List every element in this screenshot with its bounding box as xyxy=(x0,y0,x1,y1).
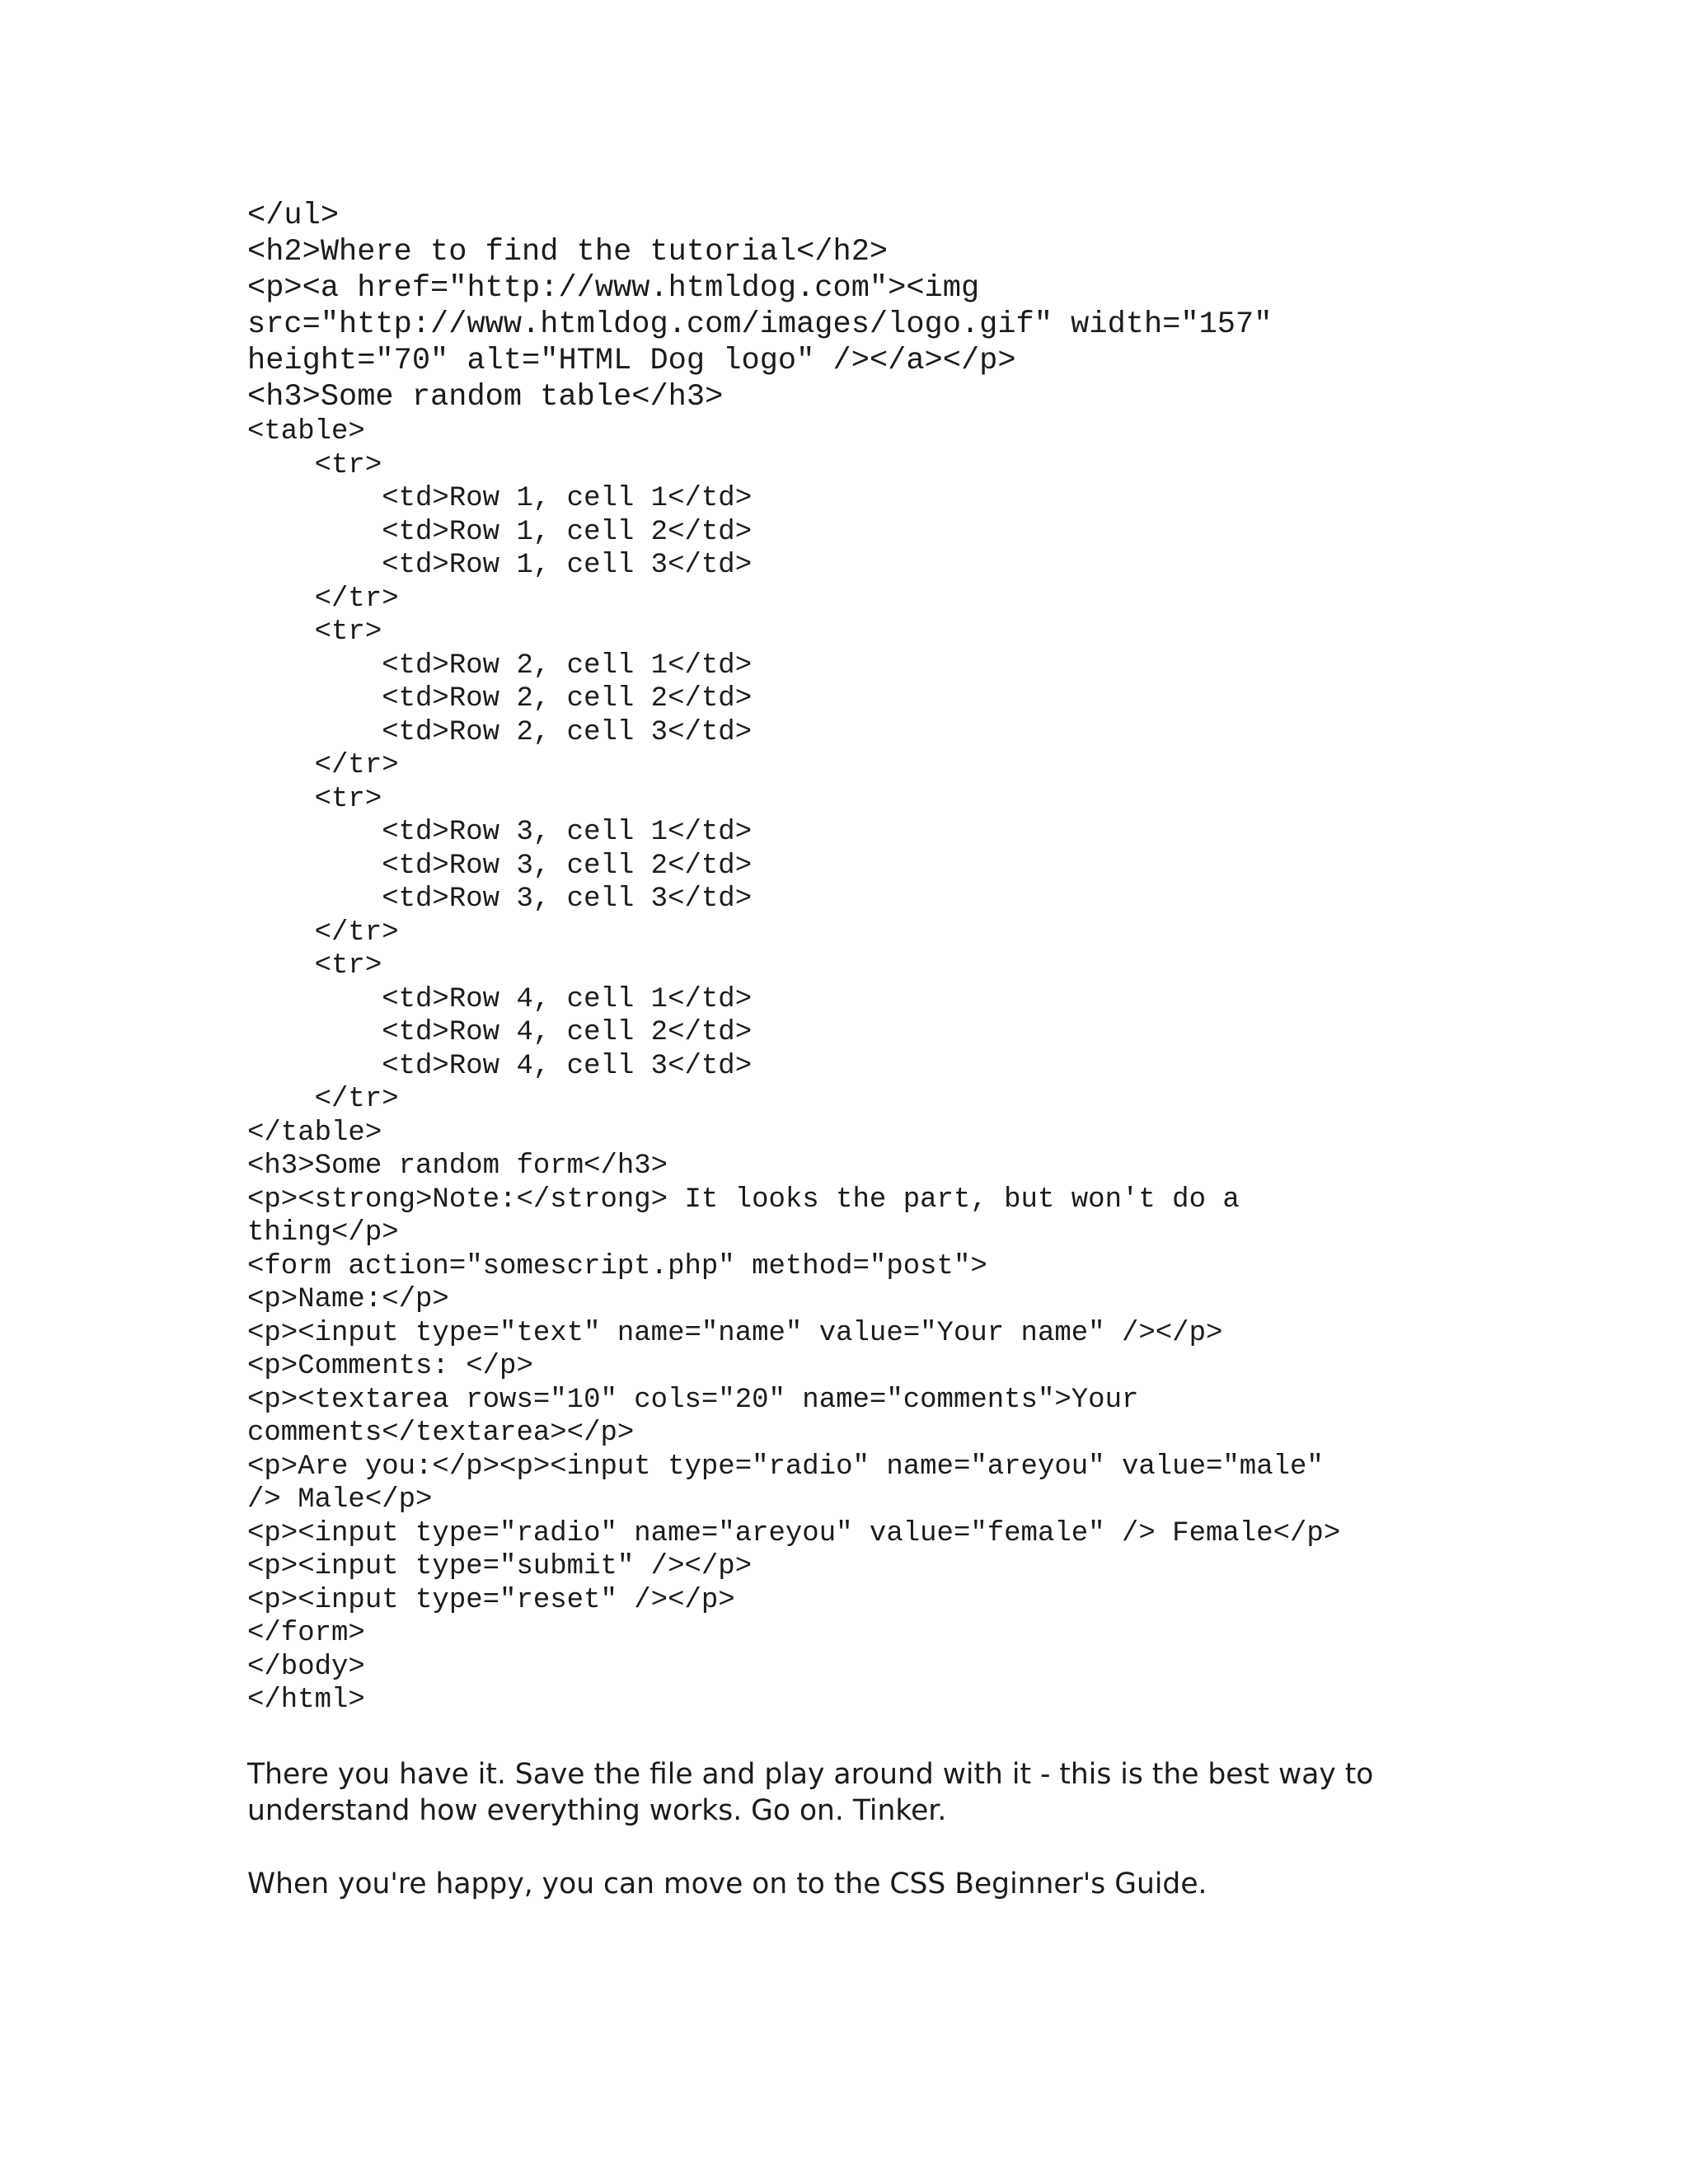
code-line: </html> xyxy=(247,1685,365,1716)
code-line: </ul> xyxy=(247,199,340,233)
code-line: <p>Name:</p> xyxy=(247,1284,449,1315)
code-line: </tr> xyxy=(247,916,399,949)
code-line: <td>Row 1, cell 2</td> xyxy=(247,516,753,548)
code-line: /> Male</p> xyxy=(247,1484,433,1516)
code-line: <tr> xyxy=(247,616,382,648)
code-line: <td>Row 3, cell 2</td> xyxy=(247,850,753,882)
closing-paragraph-next-guide: When you're happy, you can move on to the CSS Beginner's Guide. xyxy=(247,1868,1207,1900)
code-line: comments</textarea></p> xyxy=(247,1418,635,1449)
code-line: src="http://www.htmldog.com/images/logo.gif" width="157" xyxy=(247,307,1273,342)
code-line: <td>Row 3, cell 1</td> xyxy=(247,817,753,848)
code-line: <tr> xyxy=(247,449,382,481)
code-line: <table> xyxy=(247,416,365,448)
code-line: <p><input type="text" name="name" value="Your name" /></p> xyxy=(247,1317,1223,1349)
code-line: <p><textarea rows="10" cols="20" name="comments">Your xyxy=(247,1384,1139,1416)
code-line: </tr> xyxy=(247,583,399,615)
code-line: <td>Row 4, cell 3</td> xyxy=(247,1050,753,1082)
code-line: <h2>Where to find the tutorial</h2> xyxy=(247,235,889,269)
code-line: <td>Row 3, cell 3</td> xyxy=(247,883,753,915)
code-line: <p><input type="submit" /></p> xyxy=(247,1551,753,1582)
code-line: </form> xyxy=(247,1618,365,1649)
code-line: </table> xyxy=(247,1117,382,1149)
code-line: <p><a href="http://www.htmldog.com"><img xyxy=(247,271,980,306)
closing-paragraph-tinker: There you have it. Save the file and play around with it - this is the best way to understand how everything works. Go on. Tinker. xyxy=(247,1758,1374,1827)
code-line: <td>Row 1, cell 1</td> xyxy=(247,483,753,514)
code-line: <td>Row 2, cell 2</td> xyxy=(247,683,753,715)
code-line: <form action="somescript.php" method="post"> xyxy=(247,1250,987,1282)
code-line: <p><input type="radio" name="areyou" value="female" /> Female</p> xyxy=(247,1517,1341,1549)
code-line: <p>Comments: </p> xyxy=(247,1351,533,1382)
code-line: <tr> xyxy=(247,783,382,815)
code-line: <h3>Some random table</h3> xyxy=(247,380,724,415)
code-line: <p>Are you:</p><p><input type="radio" name="areyou" value="male" xyxy=(247,1451,1324,1483)
code-line: <td>Row 4, cell 2</td> xyxy=(247,1017,753,1048)
code-line: <td>Row 2, cell 3</td> xyxy=(247,716,753,748)
code-line: <p><input type="reset" /></p> xyxy=(247,1584,735,1616)
code-line: <td>Row 4, cell 1</td> xyxy=(247,983,753,1015)
code-line: height="70" alt="HTML Dog logo" /></a></p> xyxy=(247,344,1016,378)
code-line: <tr> xyxy=(247,950,382,982)
code-line: </tr> xyxy=(247,750,399,781)
code-line: <td>Row 2, cell 1</td> xyxy=(247,649,753,682)
code-line: <td>Row 1, cell 3</td> xyxy=(247,550,753,581)
code-listing xyxy=(247,198,1665,1718)
code-line: <p><strong>Note:</strong> It looks the part, but won't do a xyxy=(247,1183,1240,1216)
code-line: </tr> xyxy=(247,1084,399,1115)
code-line: <h3>Some random form</h3> xyxy=(247,1151,668,1182)
code-line: </body> xyxy=(247,1651,365,1683)
code-line: thing</p> xyxy=(247,1217,399,1249)
